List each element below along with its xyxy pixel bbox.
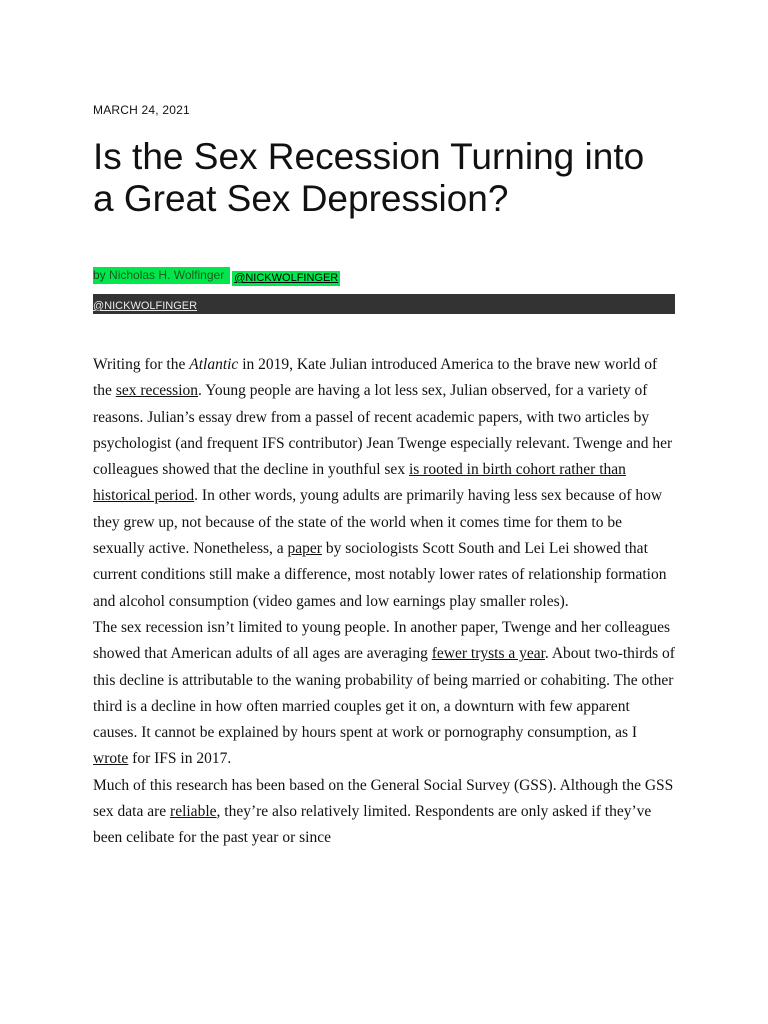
paragraph-2 xyxy=(93,615,675,773)
wrote-link[interactable]: wrote xyxy=(93,750,129,768)
author-name-text: Nicholas H. Wolfinger xyxy=(109,268,225,282)
article-body xyxy=(93,352,675,852)
author-name[interactable] xyxy=(106,267,231,284)
paragraph-2-text-b: . About two-thirds of this decline is attributable to the waning probability of being married or cohabiting. The other third is a decline in how often married couples get it on, a downturn with few apparent causes. It cannot be explained by hours spent at work or pornography consumption, as I xyxy=(93,645,675,742)
paragraph-3 xyxy=(93,773,675,852)
paragraph-1-text-a: Writing for the xyxy=(93,356,190,373)
fewer-trysts-link[interactable]: fewer trysts a year xyxy=(431,645,545,663)
sex-recession-link[interactable]: sex recession xyxy=(115,382,199,400)
paragraph-3-text-b: , they’re also relatively limited. Respondents are only asked if they’ve been celibate for the past year or since xyxy=(93,803,652,847)
atlantic-title: Atlantic xyxy=(189,356,239,373)
reliable-link[interactable]: reliable xyxy=(170,803,217,821)
article-date: MARCH 24, 2021 xyxy=(93,103,190,117)
birth-cohort-link[interactable]: is rooted in birth cohort rather than historical period xyxy=(93,461,626,505)
author-handle-link[interactable]: @NICKWOLFINGER xyxy=(234,272,339,284)
paper-link[interactable]: paper xyxy=(287,540,322,558)
author-handle-bar-link[interactable]: @NICKWOLFINGER xyxy=(93,300,198,312)
paragraph-1-text-b: in 2019, Kate Julian introduced America to the brave new world of the xyxy=(93,356,658,400)
paragraph-2-text-a: The sex recession isn’t limited to young people. In another paper, Twenge and her colleagues showed that American adults of all ages are averaging xyxy=(93,618,671,663)
article-title: Is the Sex Recession Turning into a Great Sex Depression? xyxy=(93,136,645,219)
paragraph-1-text-c: . Young people are having a lot less sex, Julian observed, for a variety of reasons. Julian’s essay drew from a passel of recent academic papers, with two articles by psychologist (and frequent IFS contributor) Jean Twenge especially relevant. Twenge and her colleagues showed that the decline in youthful sex xyxy=(93,382,673,479)
author-handle-bar xyxy=(93,294,675,314)
paragraph-1-text-e: by sociologists Scott South and Lei Lei showed that current conditions still make a difference, most notably lower rates of relationship formation and alcohol consumption (video games and low earnings play smaller roles). xyxy=(93,540,667,610)
paragraph-3-text-a: Much of this research has been based on the General Social Survey (GSS). Although the GSS sex data are xyxy=(93,776,674,821)
byline-prefix: by xyxy=(93,268,106,282)
paragraph-1 xyxy=(93,352,675,615)
paragraph-2-text-c: for IFS in 2017. xyxy=(128,750,232,768)
paragraph-1-text-d: . In other words, young adults are primarily having less sex because of how they grew up, not because of the state of the world when it comes time for them to be sexually active. Nonetheless, a xyxy=(93,487,663,558)
byline xyxy=(93,268,340,282)
